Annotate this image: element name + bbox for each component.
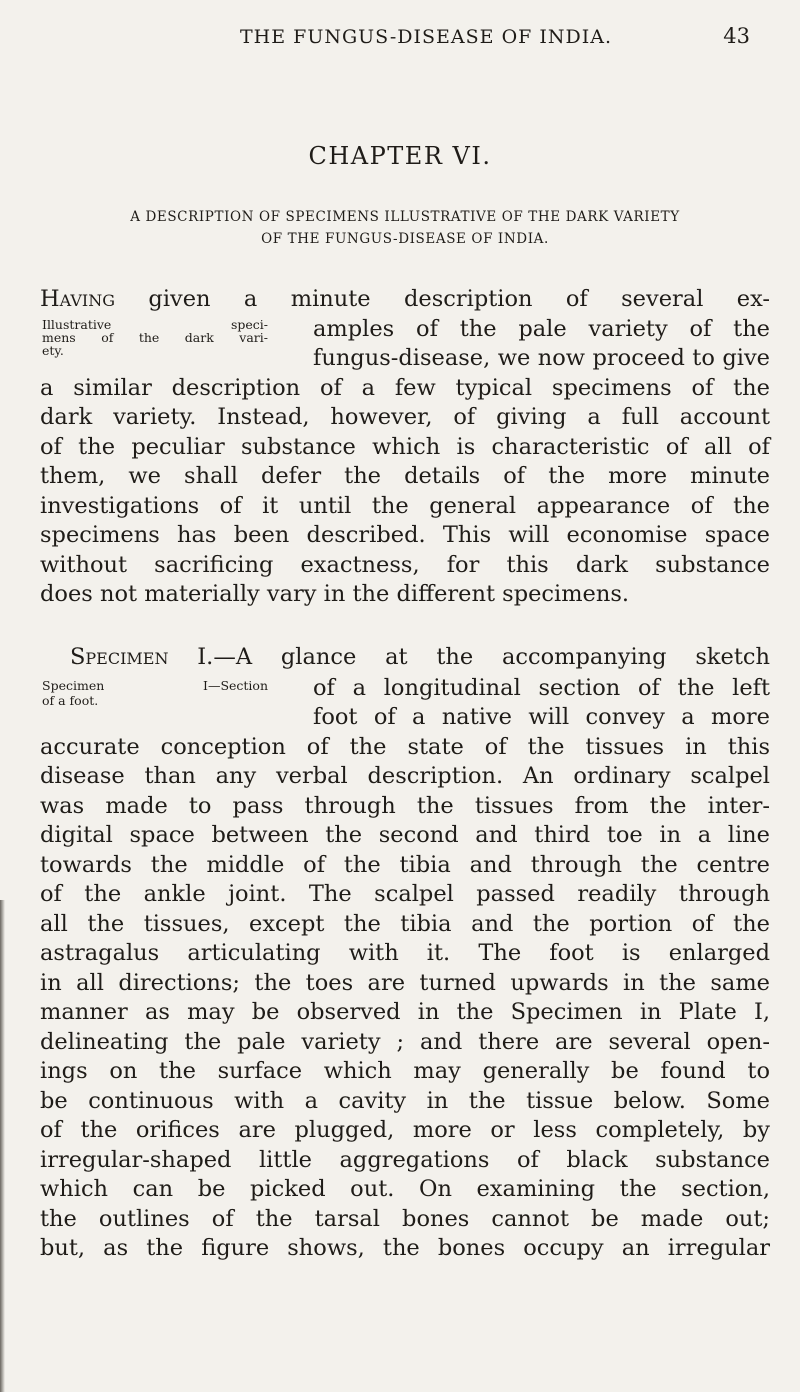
paragraph-2-line-7: digital space between the second and third toe in a line <box>40 822 770 848</box>
paragraph-1-line-7: them, we shall defer the details of the more minute <box>40 463 770 489</box>
paragraph-2-line-14: delineating the pale variety ; and there are several open- <box>40 1029 770 1055</box>
line-text: —A glance at the accompanying sketch <box>213 644 770 670</box>
paragraph-2-line-12: in all directions; the toes are turned upwards in the same <box>40 970 770 996</box>
chapter-subtitle-line: OF THE FUNGUS-DISEASE OF INDIA. <box>261 231 549 247</box>
paragraph-1-line-2: amples of the pale variety of the <box>313 316 770 342</box>
paragraph-1-line-1 <box>40 284 770 314</box>
paragraph-2-line-17: of the orifices are plugged, more or less completely, by <box>40 1117 770 1143</box>
paragraph-2-line-8: towards the middle of the tibia and through the centre <box>40 852 770 878</box>
lead-word: Having <box>40 286 116 312</box>
margin-note-illustrative-line: ety. <box>42 343 64 358</box>
chapter-subtitle-line: A DESCRIPTION OF SPECIMENS ILLUSTRATIVE OF THE DARK VARIETY <box>130 209 680 225</box>
paragraph-2-line-16: be continuous with a cavity in the tissue below. Some <box>40 1088 770 1114</box>
running-head: THE FUNGUS-DISEASE OF INDIA. <box>240 26 612 48</box>
paragraph-2-line-15: ings on the surface which may generally be found to <box>40 1058 770 1084</box>
paragraph-2-line-19: which can be picked out. On examining the section, <box>40 1176 770 1202</box>
paragraph-2-line-21: but, as the figure shows, the bones occupy an irregular <box>40 1235 770 1261</box>
paragraph-1-line-11: does not materially vary in the different specimens. <box>40 581 630 607</box>
line-text: given a minute description of several ex- <box>115 286 770 312</box>
paragraph-2-line-3: foot of a native will convey a more <box>313 704 770 730</box>
paragraph-2-line-9: of the ankle joint. The scalpel passed readily through <box>40 881 770 907</box>
margin-note-specimen-line: Specimen I—Section <box>42 678 268 693</box>
paragraph-2-line-4: accurate conception of the state of the tissues in this <box>40 734 770 760</box>
paragraph-1-line-6: of the peculiar substance which is characteristic of all of <box>40 434 770 460</box>
paragraph-1-line-8: investigations of it until the general appearance of the <box>40 493 770 519</box>
paragraph-2-line-2: of a longitudinal section of the left <box>313 675 770 701</box>
chapter-subtitle <box>40 206 770 250</box>
paragraph-2-line-18: irregular-shaped little aggregations of black substance <box>40 1147 770 1173</box>
page-edge-shadow <box>0 900 5 1392</box>
paragraph-2-line-11: astragalus articulating with it. The foot is enlarged <box>40 940 770 966</box>
paragraph-1-line-4: a similar description of a few typical specimens of the <box>40 375 770 401</box>
lead-word: Specimen I. <box>70 644 214 670</box>
paragraph-2-line-20: the outlines of the tarsal bones cannot be made out; <box>40 1206 770 1232</box>
paragraph-1-line-3: fungus-disease, we now proceed to give <box>313 345 770 371</box>
paragraph-1-line-9: specimens has been described. This will economise space <box>40 522 770 548</box>
paragraph-2-line-6: was made to pass through the tissues from the inter- <box>40 793 770 819</box>
page-number: 43 <box>723 24 750 48</box>
margin-note-illustrative-line: mens of the dark vari- <box>42 330 268 345</box>
margin-note-specimen-line: of a foot. <box>42 693 99 708</box>
paragraph-1-line-5: dark variety. Instead, however, of giving a full account <box>40 404 770 430</box>
paragraph-2-line-1 <box>70 642 770 672</box>
margin-note-illustrative-line: Illustrative speci- <box>42 317 268 332</box>
paragraph-2-line-5: disease than any verbal description. An ordinary scalpel <box>40 763 770 789</box>
paragraph-1-line-10: without sacrificing exactness, for this dark substance <box>40 552 770 578</box>
chapter-title: CHAPTER VI. <box>308 142 492 170</box>
paragraph-2-line-13: manner as may be observed in the Specimen in Plate I, <box>40 999 770 1025</box>
paragraph-2-line-10: all the tissues, except the tibia and the portion of the <box>40 911 770 937</box>
